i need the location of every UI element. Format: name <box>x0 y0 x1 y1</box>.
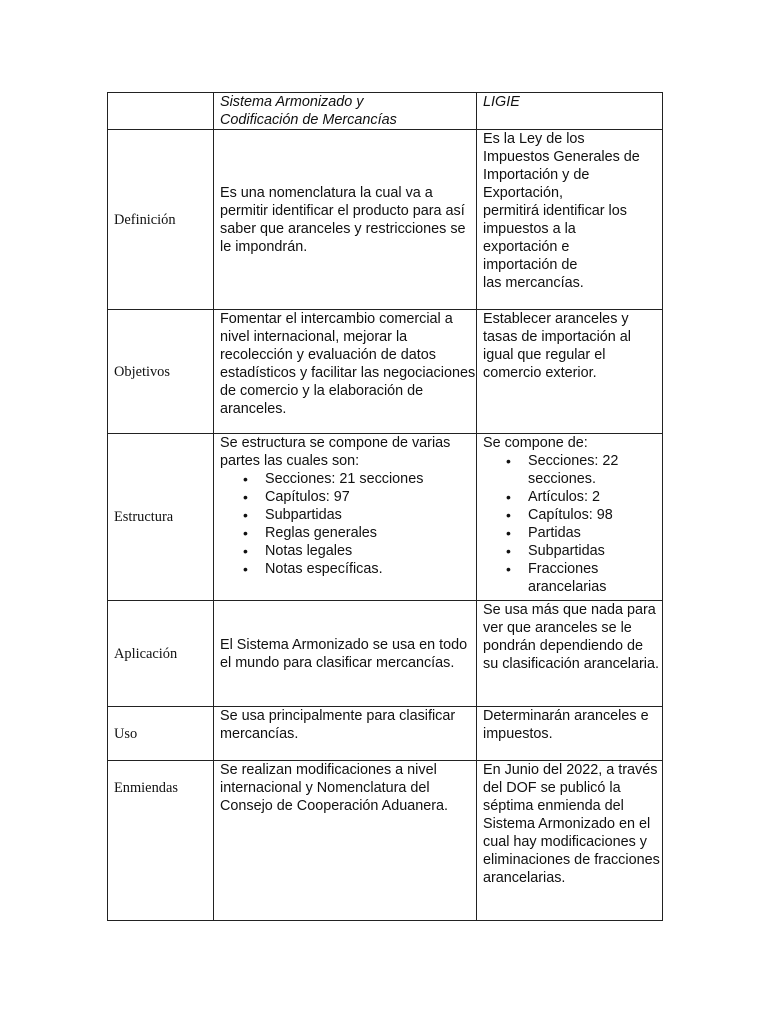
sa-aplicacion: El Sistema Armonizado se usa en todo el mundo para clasificar mercancías. <box>214 601 477 707</box>
list-item: • Capítulos: 97 <box>265 488 476 506</box>
sa-estructura-list <box>220 470 476 578</box>
ligie-objetivos: Establecer aranceles y tasas de importación al igual que regular el comercio exterior. <box>477 310 663 434</box>
row-aplicacion <box>108 601 663 707</box>
ligie-estructura-list <box>483 452 662 596</box>
list-item: • Secciones: 21 secciones <box>265 470 476 488</box>
header-sistema-armonizado: Sistema Armonizado y Codificación de Mercancías <box>214 93 477 130</box>
list-item: • Notas específicas. <box>265 560 476 578</box>
row-label-objetivos: Objetivos <box>108 310 214 434</box>
list-item: • Capítulos: 98 <box>528 506 662 524</box>
sa-enmiendas: Se realizan modificaciones a nivel internacional y Nomenclatura del Consejo de Cooperación Aduanera. <box>214 761 477 921</box>
list-item: • Notas legales <box>265 542 476 560</box>
sa-objetivos: Fomentar el intercambio comercial a nivel internacional, mejorar la recolección y evaluación de datos estadísticos y facilitar las negociaciones de comercio y la elaboración de aranceles. <box>214 310 477 434</box>
ligie-uso: Determinarán aranceles e impuestos. <box>477 707 663 761</box>
list-item: • Secciones: 22 secciones. <box>528 452 662 488</box>
ligie-estructura-intro: Se compone de: <box>483 435 588 451</box>
row-label-enmiendas: Enmiendas <box>108 761 214 921</box>
comparison-table <box>107 92 663 921</box>
header-row <box>108 93 663 130</box>
list-item: • Reglas generales <box>265 524 476 542</box>
row-label-aplicacion: Aplicación <box>108 601 214 707</box>
row-label-definicion: Definición <box>108 130 214 310</box>
row-label-uso: Uso <box>108 707 214 761</box>
list-item: • Subpartidas <box>528 542 662 560</box>
list-item: • Artículos: 2 <box>528 488 662 506</box>
sa-estructura-intro: Se estructura se compone de varias partes las cuales son: <box>220 435 451 469</box>
sa-definicion: Es una nomenclatura la cual va a permitir identificar el producto para así saber que aranceles y restricciones se le impondrán. <box>214 130 477 310</box>
row-label-estructura: Estructura <box>108 434 214 601</box>
row-objetivos <box>108 310 663 434</box>
ligie-enmiendas: En Junio del 2022, a través del DOF se publicó la séptima enmienda del Sistema Armonizado en el cual hay modificaciones y eliminaciones de fracciones arancelarias. <box>477 761 663 921</box>
list-item: • Subpartidas <box>265 506 476 524</box>
ligie-estructura <box>477 434 663 601</box>
ligie-aplicacion: Se usa más que nada para ver que aranceles se le pondrán dependiendo de su clasificación arancelaria. <box>477 601 663 707</box>
header-empty <box>108 93 214 130</box>
row-definicion <box>108 130 663 310</box>
ligie-definicion: Es la Ley de los Impuestos Generales de Importación y de Exportación, permitirá identificar los impuestos a la exportación e importación de las mercancías. <box>477 130 663 310</box>
sa-uso: Se usa principalmente para clasificar mercancías. <box>214 707 477 761</box>
row-enmiendas <box>108 761 663 921</box>
header-ligie: LIGIE <box>477 93 663 130</box>
sa-estructura <box>214 434 477 601</box>
row-estructura <box>108 434 663 601</box>
row-uso <box>108 707 663 761</box>
list-item: • Fracciones arancelarias <box>528 560 662 596</box>
list-item: • Partidas <box>528 524 662 542</box>
